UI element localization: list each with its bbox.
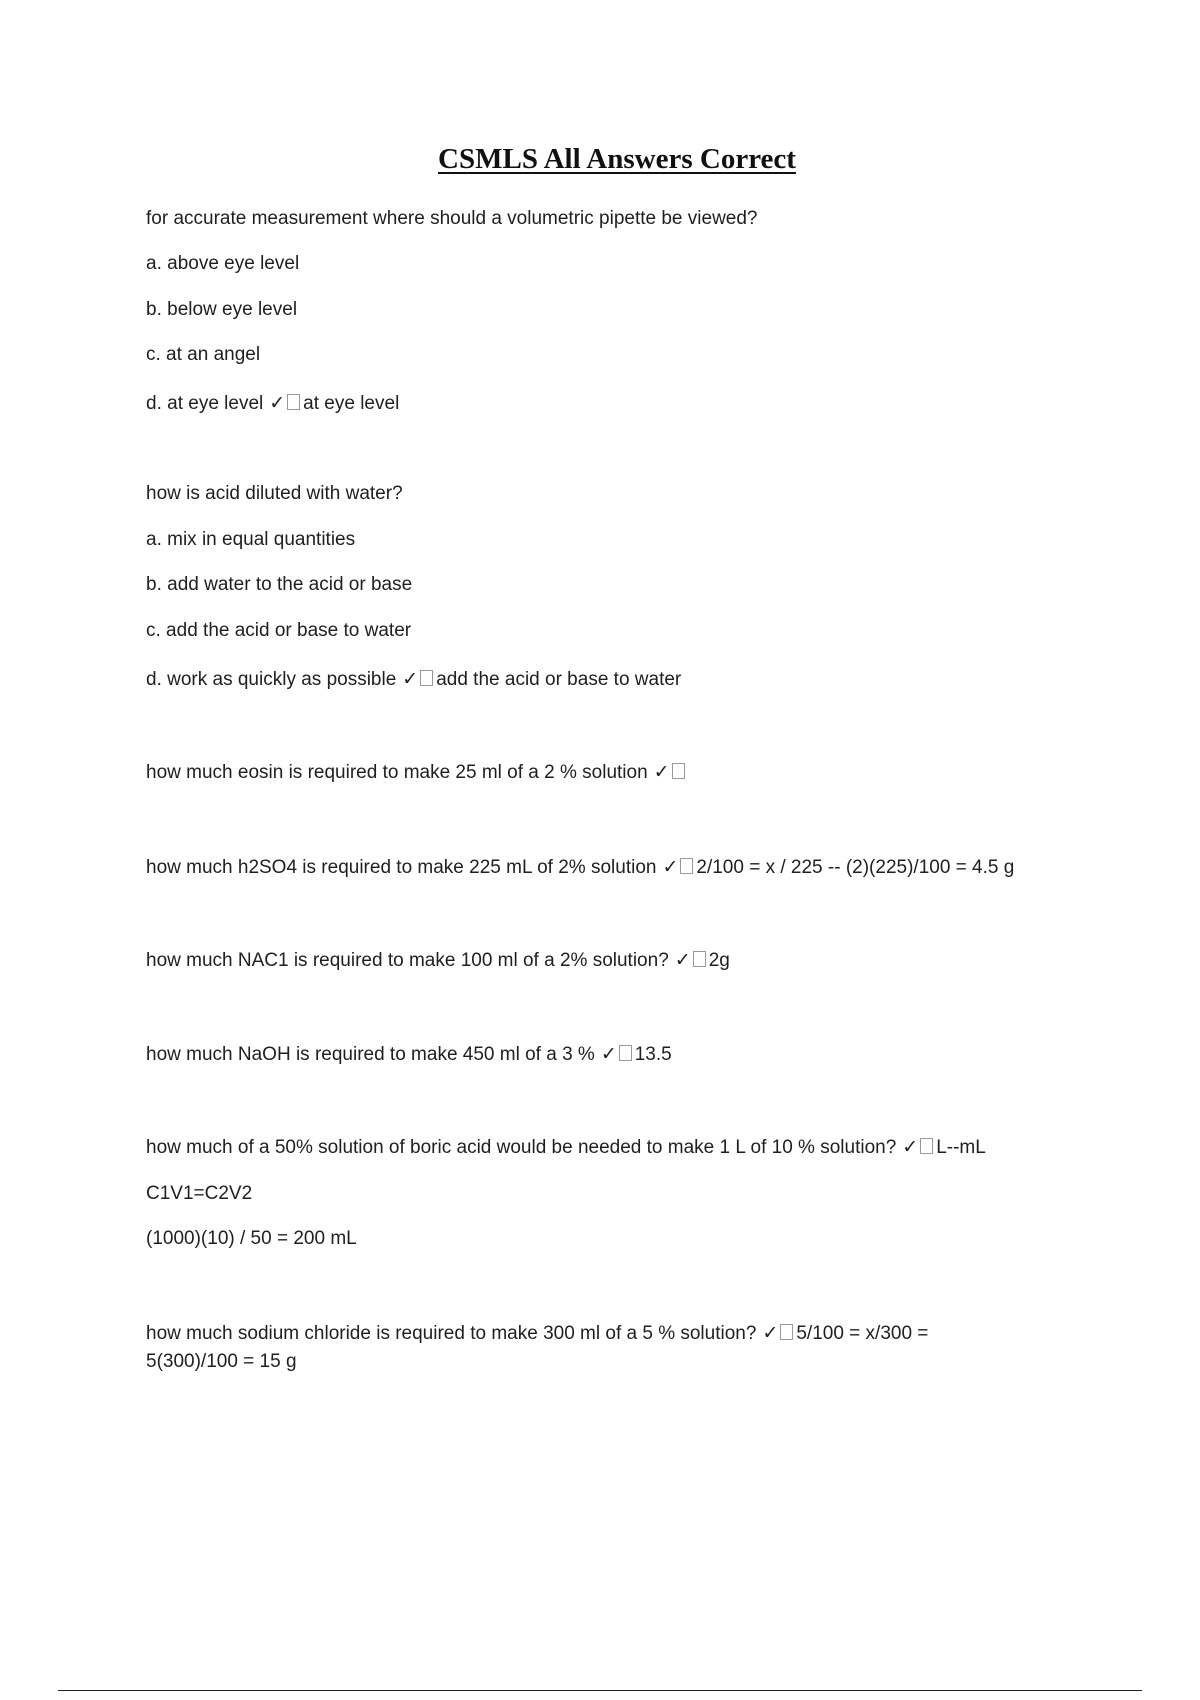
placeholder-box-icon bbox=[672, 763, 685, 779]
placeholder-box-icon bbox=[619, 1045, 632, 1061]
q5-answer: 2g bbox=[708, 950, 730, 971]
q1-option-b: b. below eye level bbox=[146, 299, 298, 320]
q3-question: how much eosin is required to make 25 ml of a 2 % solution bbox=[146, 762, 648, 783]
q2-option-b: b. add water to the acid or base bbox=[146, 574, 413, 595]
q7-work-line1: C1V1=C2V2 bbox=[146, 1183, 253, 1204]
q1-option-d: d. at eye level bbox=[146, 393, 264, 414]
placeholder-box-icon bbox=[693, 951, 706, 967]
q1-option-c: c. at an angel bbox=[146, 344, 261, 365]
q7-line bbox=[146, 1133, 986, 1162]
placeholder-box-icon bbox=[780, 1324, 793, 1340]
q3-line bbox=[146, 758, 688, 787]
check-icon: ✓ bbox=[762, 1322, 779, 1344]
q6-answer: 13.5 bbox=[634, 1044, 672, 1065]
q5-question: how much NAC1 is required to make 100 ml of a 2% solution? bbox=[146, 950, 669, 971]
q1-question: for accurate measurement where should a volumetric pipette be viewed? bbox=[146, 208, 758, 229]
placeholder-box-icon bbox=[680, 858, 693, 874]
q8-answer: 5/100 = x/300 = bbox=[796, 1323, 929, 1344]
check-icon: ✓ bbox=[902, 1136, 919, 1158]
q2-option-d-line bbox=[146, 665, 681, 694]
q4-answer: 2/100 = x / 225 -- (2)(225)/100 = 4.5 g bbox=[696, 857, 1015, 878]
placeholder-box-icon bbox=[287, 394, 300, 410]
q2-option-c: c. add the acid or base to water bbox=[146, 620, 412, 641]
placeholder-box-icon bbox=[920, 1138, 933, 1154]
q4-question: how much h2SO4 is required to make 225 mL of 2% solution bbox=[146, 857, 657, 878]
document-title: CSMLS All Answers Correct bbox=[438, 143, 796, 175]
q1-option-d-line bbox=[146, 389, 399, 418]
q4-line bbox=[146, 853, 1014, 882]
q8-question: how much sodium chloride is required to make 300 ml of a 5 % solution? bbox=[146, 1323, 757, 1344]
check-icon: ✓ bbox=[402, 668, 419, 690]
q7-work-line2: (1000)(10) / 50 = 200 mL bbox=[146, 1228, 357, 1249]
q1-answer: at eye level bbox=[303, 393, 400, 414]
q2-question: how is acid diluted with water? bbox=[146, 483, 403, 504]
q1-option-a: a. above eye level bbox=[146, 253, 300, 274]
check-icon: ✓ bbox=[269, 392, 286, 414]
q7-answer: L--mL bbox=[936, 1137, 986, 1158]
q6-line bbox=[146, 1040, 672, 1069]
check-icon: ✓ bbox=[674, 949, 691, 971]
placeholder-box-icon bbox=[420, 670, 433, 686]
q8-line bbox=[146, 1319, 928, 1348]
q2-answer: add the acid or base to water bbox=[436, 669, 682, 690]
q6-question: how much NaOH is required to make 450 ml of a 3 % bbox=[146, 1044, 595, 1065]
footer-divider bbox=[58, 1690, 1142, 1691]
check-icon: ✓ bbox=[662, 856, 679, 878]
q8-answer-continued: 5(300)/100 = 15 g bbox=[146, 1351, 297, 1372]
q2-option-d: d. work as quickly as possible bbox=[146, 669, 397, 690]
q2-option-a: a. mix in equal quantities bbox=[146, 529, 356, 550]
check-icon: ✓ bbox=[653, 761, 670, 783]
q5-line bbox=[146, 946, 730, 975]
check-icon: ✓ bbox=[600, 1043, 617, 1065]
q7-question: how much of a 50% solution of boric acid would be needed to make 1 L of 10 % solution? bbox=[146, 1137, 897, 1158]
